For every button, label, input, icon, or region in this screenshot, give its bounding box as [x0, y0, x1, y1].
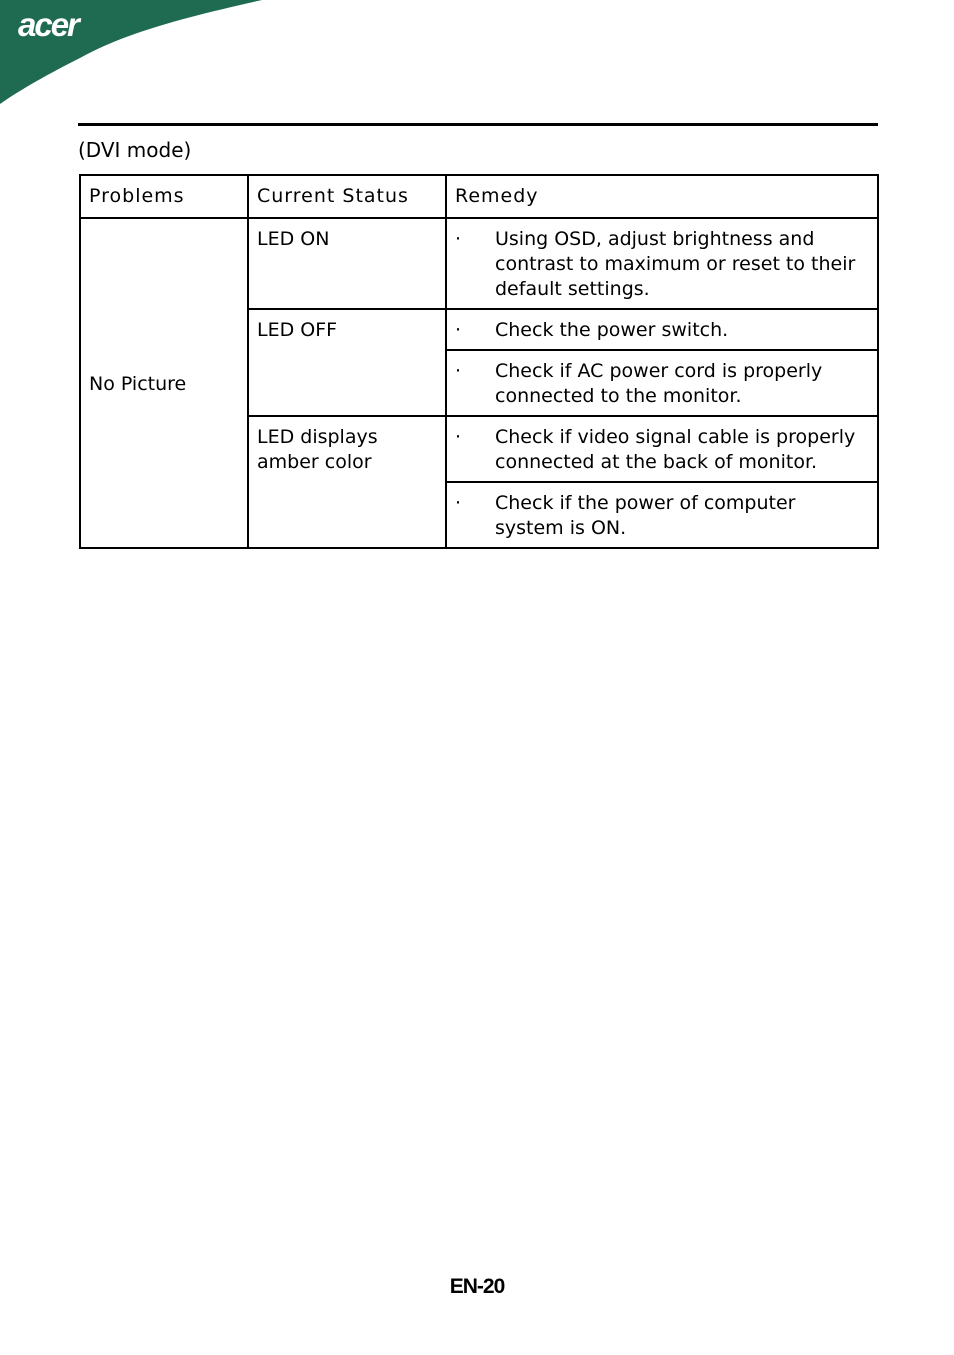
remedy-text: Check if video signal cable is properly connected at the back of monitor. [495, 426, 856, 473]
table-row [80, 218, 878, 309]
status-cell: LED displays amber color [248, 416, 446, 548]
column-header-current-status: Current Status [248, 175, 446, 218]
status-cell: LED OFF [248, 309, 446, 416]
remedy-text: Using OSD, adjust brightness and contrast to maximum or reset to their default settings. [495, 228, 856, 300]
bullet-marker: · [455, 360, 462, 382]
page-number: EN-20 [449, 1275, 505, 1298]
remedy-cell [446, 218, 878, 309]
section-label: (DVI mode) [78, 138, 192, 162]
remedy-cell [446, 482, 878, 548]
bullet-marker: · [455, 228, 462, 250]
bullet-marker: · [455, 426, 462, 448]
remedy-text: Check the power switch. [495, 319, 729, 341]
remedy-cell [446, 350, 878, 416]
status-cell: LED ON [248, 218, 446, 309]
column-header-problems: Problems [80, 175, 248, 218]
bullet-marker: · [455, 492, 462, 514]
problem-cell: No Picture [80, 218, 248, 548]
column-header-remedy: Remedy [446, 175, 878, 218]
remedy-cell [446, 416, 878, 482]
remedy-cell [446, 309, 878, 350]
top-rule [78, 123, 878, 126]
remedy-text: Check if the power of computer system is ON. [495, 492, 796, 539]
troubleshooting-table [79, 174, 879, 549]
table-header-row [80, 175, 878, 218]
bullet-marker: · [455, 319, 462, 341]
remedy-text: Check if AC power cord is properly connected to the monitor. [495, 360, 823, 407]
acer-logo: acer [18, 6, 78, 43]
